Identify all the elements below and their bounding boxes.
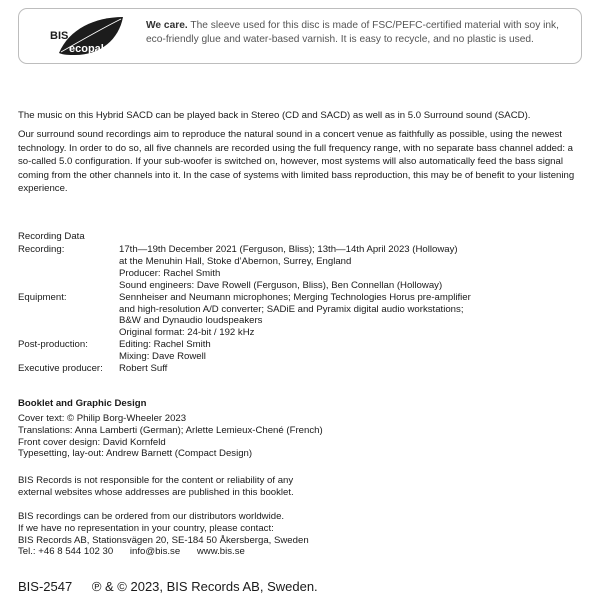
recording-line: 17th—19th December 2021 (Ferguson, Bliss); 13th—14th April 2023 (Holloway) bbox=[119, 244, 458, 255]
catalog-number: BIS-2547 bbox=[18, 579, 73, 594]
footer bbox=[18, 579, 334, 594]
distribution-line: If we have no representation in your country, please contact: bbox=[18, 522, 274, 534]
equipment-line: B&W and Dynaudio loudspeakers bbox=[119, 315, 263, 327]
contact-line bbox=[18, 546, 588, 558]
distribution-line: BIS recordings can be ordered from our distributors worldwide. bbox=[18, 511, 285, 522]
equipment-line: Sennheiser and Neumann microphones; Merging Technologies Horus pre-amplifier bbox=[119, 291, 471, 303]
bis-ecopak-logo bbox=[47, 15, 125, 59]
booklet-credits bbox=[18, 413, 588, 460]
post-production-row bbox=[18, 339, 588, 363]
post-production-line: Editing: Rachel Smith bbox=[119, 339, 211, 351]
booklet-design-title: Booklet and Graphic Design bbox=[18, 398, 147, 409]
logo-bis-text: BIS bbox=[50, 30, 69, 42]
recording-line: at the Menuhin Hall, Stoke d’Abernon, Surrey, England bbox=[119, 255, 352, 267]
executive-producer-label: Executive producer: bbox=[18, 363, 103, 375]
copyright-notice: ℗ & © 2023, BIS Records AB, Sweden. bbox=[91, 579, 318, 594]
executive-producer-line: Robert Suff bbox=[119, 363, 168, 375]
intro-paragraph-1: The music on this Hybrid SACD can be played back in Stereo (CD and SACD) as well as in 5.0 Surround sound (SACD). bbox=[18, 110, 531, 121]
booklet-line: Translations: Anna Lamberti (German); Arlette Lemieux-Chené (French) bbox=[18, 424, 323, 436]
recording-label: Recording: bbox=[18, 244, 65, 255]
booklet-line: Typesetting, lay-out: Andrew Barnett (Compact Design) bbox=[18, 448, 253, 460]
intro-paragraph-2: Our surround sound recordings aim to reproduce the natural sound in a concert venue as faithfully as possible, using the newest technology. In order to do so, all five channels are recorded using the full frequency range, with no separate bass channel added: a so-called 5.0 configuration. If your sub-woofer is switched on, however, most systems will also automatically feed the bass signal coming from the other channels into it. In the case of systems with limited bass reproduction, this may be of benefit to your listening experience. bbox=[18, 129, 575, 194]
email-link[interactable]: info@bis.se bbox=[129, 546, 181, 558]
booklet-line: Front cover design: David Kornfeld bbox=[18, 436, 166, 448]
equipment-line: Original format: 24-bit / 192 kHz bbox=[119, 327, 255, 339]
ecopak-heading: We care. bbox=[146, 20, 188, 31]
recording-line: Producer: Rachel Smith bbox=[119, 267, 221, 279]
executive-producer-row bbox=[18, 363, 588, 375]
booklet-line: Cover text: © Philip Borg-Wheeler 2023 bbox=[18, 413, 187, 424]
recording-data-table bbox=[18, 244, 588, 375]
post-production-line: Mixing: Dave Rowell bbox=[119, 351, 206, 363]
ecopak-text bbox=[146, 19, 578, 47]
leaf-icon bbox=[47, 15, 125, 59]
ecopak-body: The sleeve used for this disc is made of FSC/PEFC-certified material with soy ink, eco-friendly glue and water-based varnish. It is easy to recycle, and no plastic is used. bbox=[146, 20, 559, 45]
disclaimer-line: external websites whose addresses are published in this booklet. bbox=[18, 486, 294, 498]
equipment-row bbox=[18, 292, 588, 340]
recording-line: Sound engineers: Dave Rowell (Ferguson, Bliss), Ben Connellan (Holloway) bbox=[119, 279, 443, 291]
equipment-label: Equipment: bbox=[18, 291, 67, 303]
disclaimer-line: BIS Records is not responsible for the content or reliability of any bbox=[18, 475, 294, 486]
telephone: Tel.: +46 8 544 102 30 bbox=[18, 546, 114, 558]
distribution-info bbox=[18, 511, 588, 558]
ecopak-notice-box bbox=[18, 8, 582, 64]
website-link[interactable]: www.bis.se bbox=[196, 546, 245, 558]
recording-data-title: Recording Data bbox=[18, 231, 85, 242]
equipment-line: and high-resolution A/D converter; SADiE and Pyramix digital audio workstations; bbox=[119, 303, 464, 315]
logo-ecopak-text: ecopak bbox=[69, 43, 107, 55]
post-production-label: Post-production: bbox=[18, 339, 88, 351]
distribution-line: BIS Records AB, Stationsvägen 20, SE-184 50 Åkersberga, Sweden bbox=[18, 534, 309, 546]
disclaimer bbox=[18, 475, 588, 499]
recording-row bbox=[18, 244, 588, 292]
